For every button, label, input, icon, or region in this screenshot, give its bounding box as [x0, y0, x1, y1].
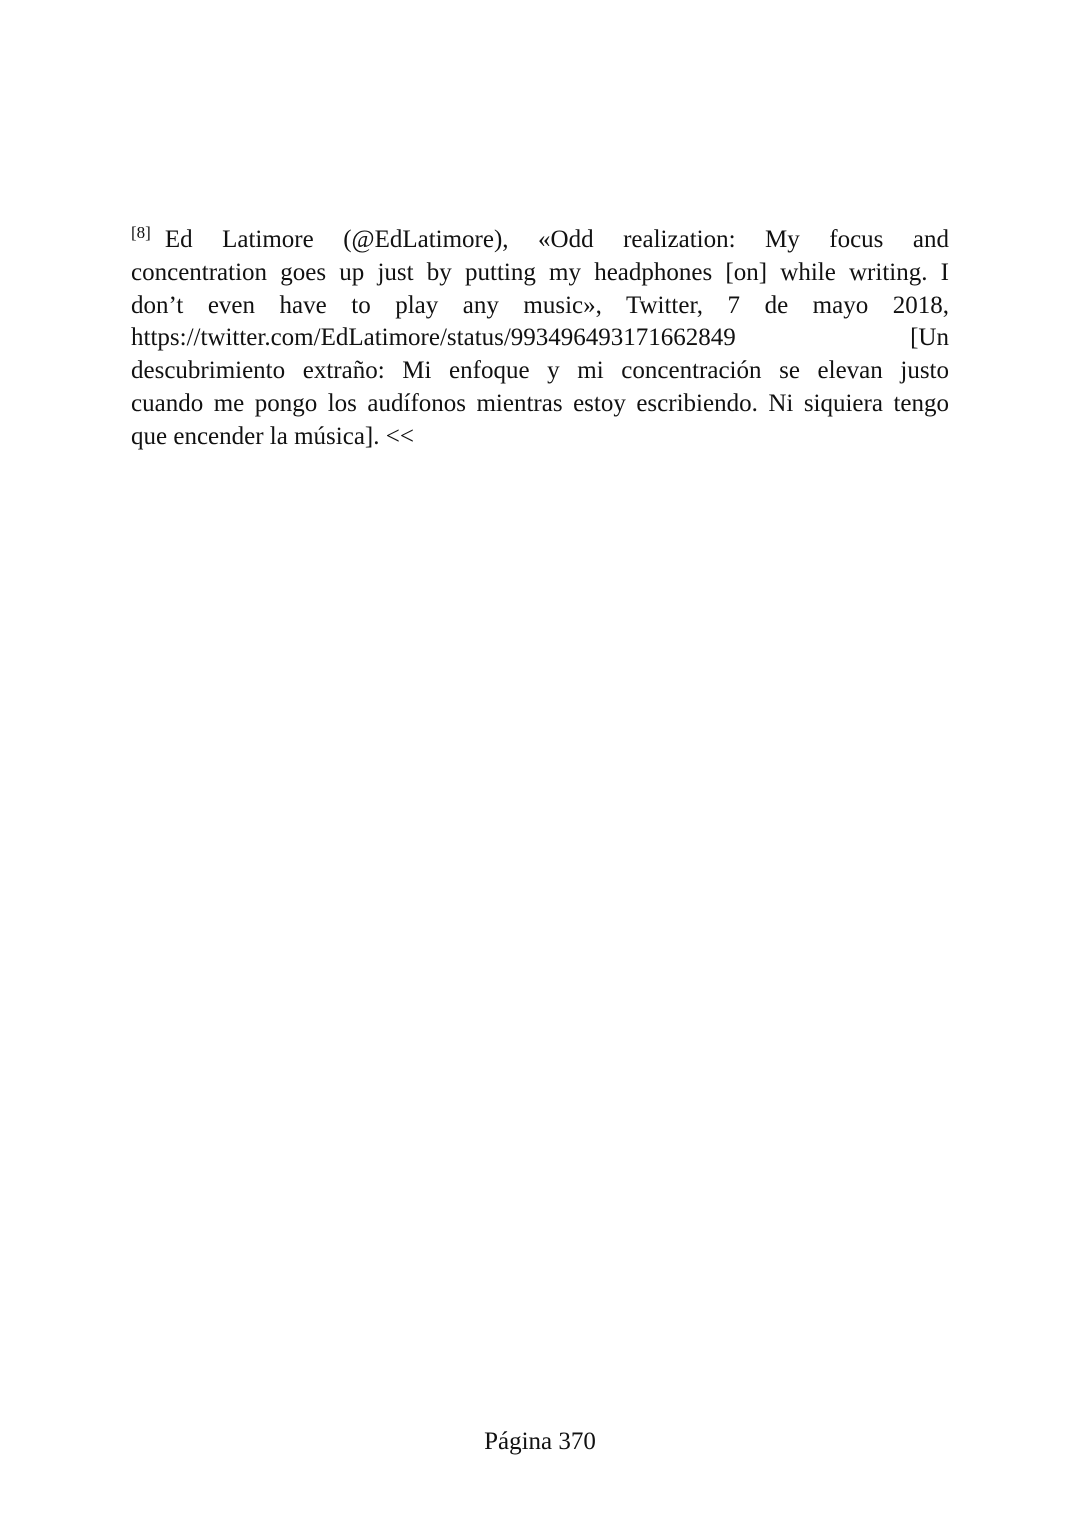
- tweet-url-link[interactable]: https://twitter.com/EdLatimore/status/993496493171662849: [131, 324, 736, 352]
- page-number: Página 370: [484, 1428, 596, 1455]
- footnote-closing-text: que encender la música]. <<: [131, 422, 414, 450]
- footnote-line-1: [131, 224, 949, 257]
- footnote-line-7: [131, 421, 949, 454]
- footnote-8: [131, 224, 949, 454]
- footnote-text: Ed Latimore (@EdLatimore), «Odd realization: My focus and: [164, 226, 949, 253]
- translation-open: [Un: [910, 324, 949, 352]
- footnote-reference: [8]: [131, 223, 151, 242]
- footnote-line-2: concentration goes up just by putting my headphones [on] while writing. I: [131, 258, 949, 286]
- footnote-line-5: descubrimiento extraño: Mi enfoque y mi concentración se elevan justo: [131, 357, 949, 385]
- footnote-line-3: don’t even have to play any music», Twitter, 7 de mayo 2018,: [131, 291, 949, 319]
- footnote-line-4: [131, 322, 949, 355]
- footnote-line-6: cuando me pongo los audífonos mientras estoy escribiendo. Ni siquiera tengo: [131, 389, 949, 417]
